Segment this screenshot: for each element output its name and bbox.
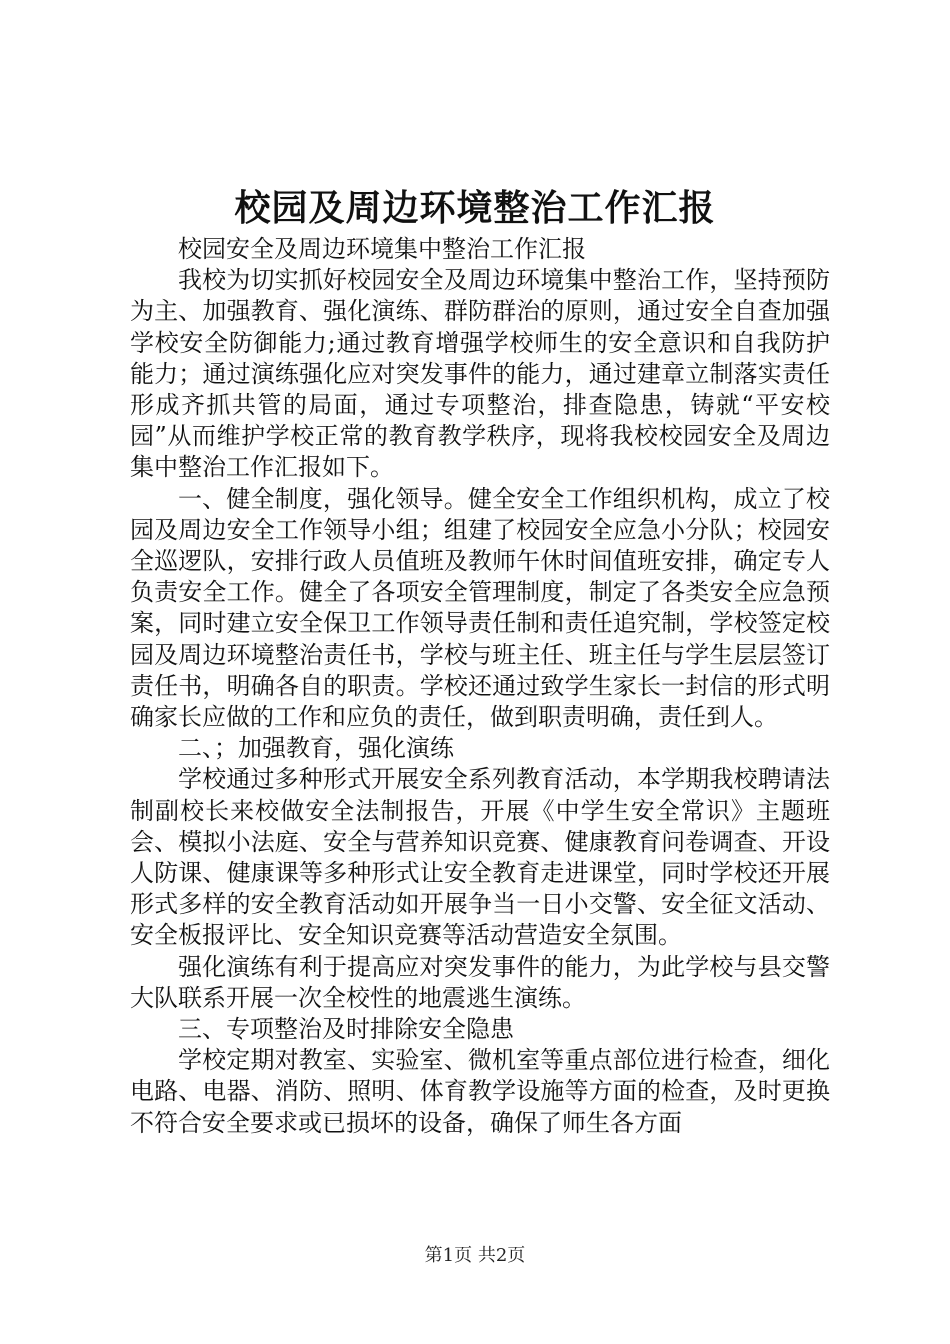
page-title: 校园及周边环境整治工作汇报 (234, 187, 716, 229)
paragraph-education: 学校通过多种形式开展安全系列教育活动，本学期我校聘请法制副校长来校做安全法制报告，开展《中学生安全常识》主题班会、模拟小法庭、安全与营养知识竞赛、健康教育问卷调查、开设人防课、健康课等多种形式让安全教育走进课堂，同时学校还开展形式多样的安全教育活动如开展争当一日小交警、安全征文活动、安全板报评比、安全知识竞赛等活动营造安全氛围。 (130, 765, 830, 950)
paragraph-drill: 强化演练有利于提高应对突发事件的能力，为此学校与县交警大队联系开展一次全校性的地震逃生演练。 (130, 952, 830, 1012)
paragraph-intro: 我校为切实抓好校园安全及周边环境集中整治工作，坚持预防为主、加强教育、强化演练、群防群治的原则，通过安全自查加强学校安全防御能力;通过教育增强学校师生的安全意识和自我防护能力；通过演练强化应对突发事件的能力，通过建章立制落实责任形成齐抓共管的局面，通过专项整治，排查隐患，铸就“平安校园”从而维护学校正常的教育教学秩序，现将我校校园安全及周边集中整治工作汇报如下。 (130, 266, 830, 482)
page-number-footer: 第1页 共2页 (424, 1245, 526, 1266)
paragraph-section-1: 一、健全制度，强化领导。健全安全工作组织机构，成立了校园及周边安全工作领导小组；组建了校园安全应急小分队；校园安全巡逻队，安排行政人员值班及教师午休时间值班安排，确定专人负责安全工作。健全了各项安全管理制度，制定了各类安全应急预案，同时建立安全保卫工作领导责任制和责任追究制，学校签定校园及周边环境整治责任书，学校与班主任、班主任与学生层层签订责任书，明确各自的职责。学校还通过致学生家长一封信的形式明确家长应做的工作和应负的责任，做到职责明确，责任到人。 (130, 484, 830, 732)
paragraph-section-2-heading: 二、；加强教育，强化演练 (178, 734, 454, 763)
document-body (130, 234, 830, 1139)
paragraph-subtitle: 校园安全及周边环境集中整治工作汇报 (178, 235, 586, 263)
paragraph-inspection: 学校定期对教室、实验室、微机室等重点部位进行检查，细化电路、电器、消防、照明、体育教学设施等方面的检查，及时更换不符合安全要求或已损坏的设备，确保了师生各方面 (130, 1046, 830, 1137)
paragraph-section-3-heading: 三、专项整治及时排除安全隐患 (178, 1015, 514, 1044)
